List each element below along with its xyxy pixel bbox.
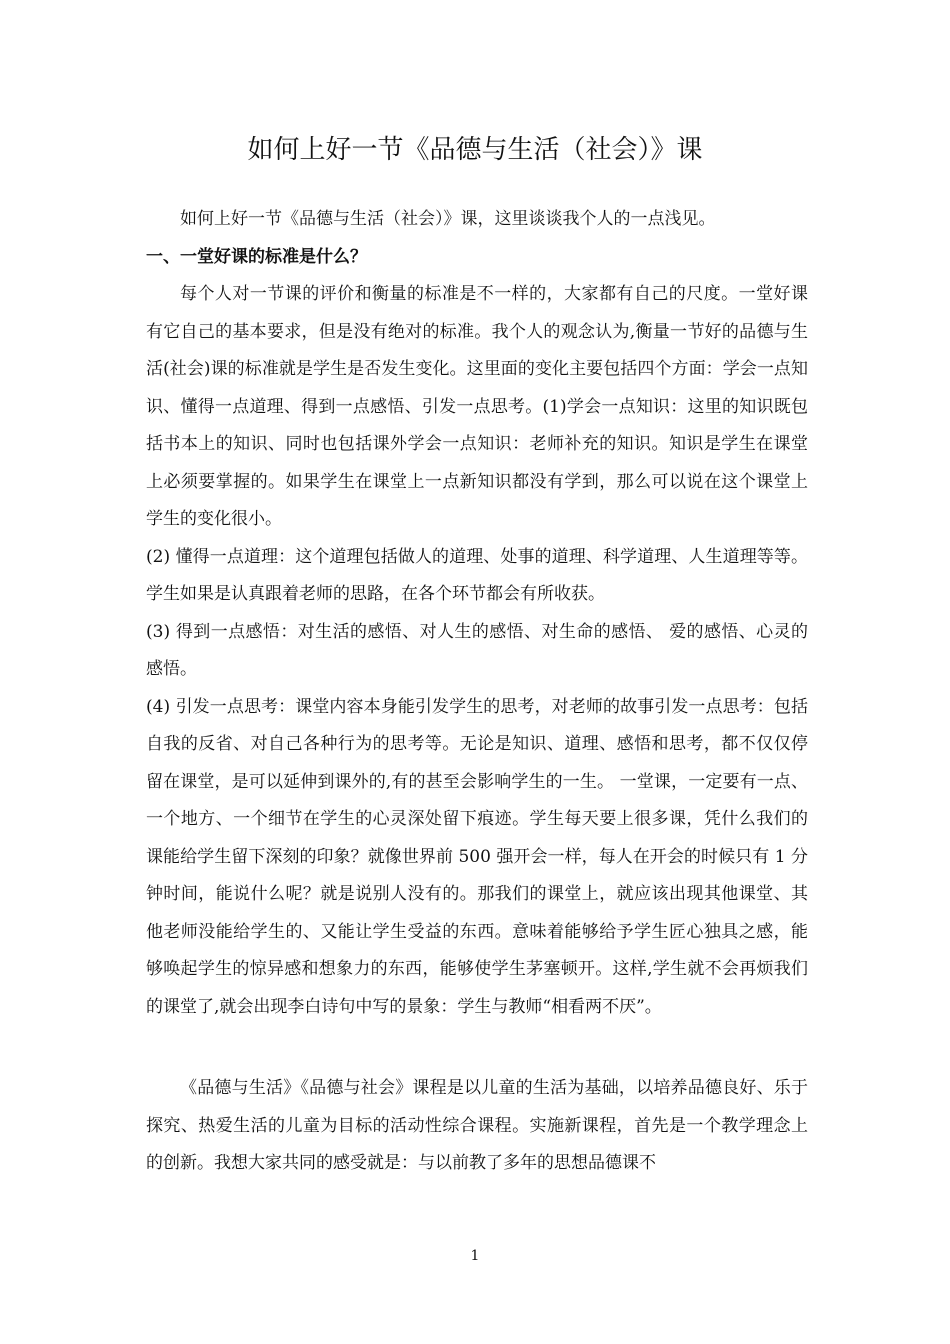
body-paragraph-1: 每个人对一节课的评价和衡量的标准是不一样的，大家都有自己的尺度。一堂好课有它自己的基本要求，但是没有绝对的标准。我个人的观念认为,衡量一节好的品德与生活(社会)课的标准就是学生是否发生变化。这里面的变化主要包括四个方面：学会一点知识、懂得一点道理、得到一点感悟、引发一点思考。(1)学会一点知识：这里的知识既包括书本上的知识、同时也包括课外学会一点知识：老师补充的知识。知识是学生在课堂上必须要掌握的。如果学生在课堂上一点新知识都没有学到，那么可以说在这个课堂上学生的变化很小。 [146,284,808,529]
body-paragraph-4: (4) 引发一点思考：课堂内容本身能引发学生的思考，对老师的故事引发一点思考：包括自我的反省、对自己各种行为的思考等。无论是知识、道理、感悟和思考，都不仅仅停留在课堂，是可以延伸到课外的,有的甚至会影响学生的一生。 一堂课，一定要有一点、一个地方、一个细节在学生的心灵深处留下痕迹。学生每天要上很多课，凭什么我们的课能给学生留下深刻的印象？就像世界前 500 强开会一样，每人在开会的时候只有 1 分钟时间，能说什么呢？就是说别人没有的。那我们的课堂上，就应该出现其他课堂、其他老师没能给学生的、又能让学生受益的东西。意味着能够给予学生匠心独具之感，能够唤起学生的惊异感和想象力的东西，能够使学生茅塞顿开。这样,学生就不会再烦我们的课堂了,就会出现李白诗句中写的景象：学生与教师“相看两不厌”。 [146,696,808,1017]
document-body-continued [146,1070,808,1183]
page-number: 1 [470,1248,480,1264]
body-paragraph-5: 《品德与生活》《品德与社会》课程是以儿童的生活为基础，以培养品德良好、乐于探究、热爱生活的儿童为目标的活动性综合课程。实施新课程，首先是一个教学理念上的创新。我想大家共同的感受就是：与以前教了多年的思想品德课不 [146,1078,808,1173]
body-paragraph-2: (2) 懂得一点道理：这个道理包括做人的道理、处事的道理、科学道理、人生道理等等。 学生如果是认真跟着老师的思路，在各个环节都会有所收获。 [146,546,808,604]
document-body [146,201,808,1026]
body-paragraph-3: (3) 得到一点感悟：对生活的感悟、对人生的感悟、对生命的感悟、 爱的感悟、心灵的感悟。 [146,621,808,679]
section-heading: 一、一堂好课的标准是什么？ [146,246,367,267]
intro-paragraph: 如何上好一节《品德与生活（社会）》课，这里谈谈我个人的一点浅见。 [180,209,716,229]
document-title: 如何上好一节《品德与生活（社会）》课 [247,135,703,165]
